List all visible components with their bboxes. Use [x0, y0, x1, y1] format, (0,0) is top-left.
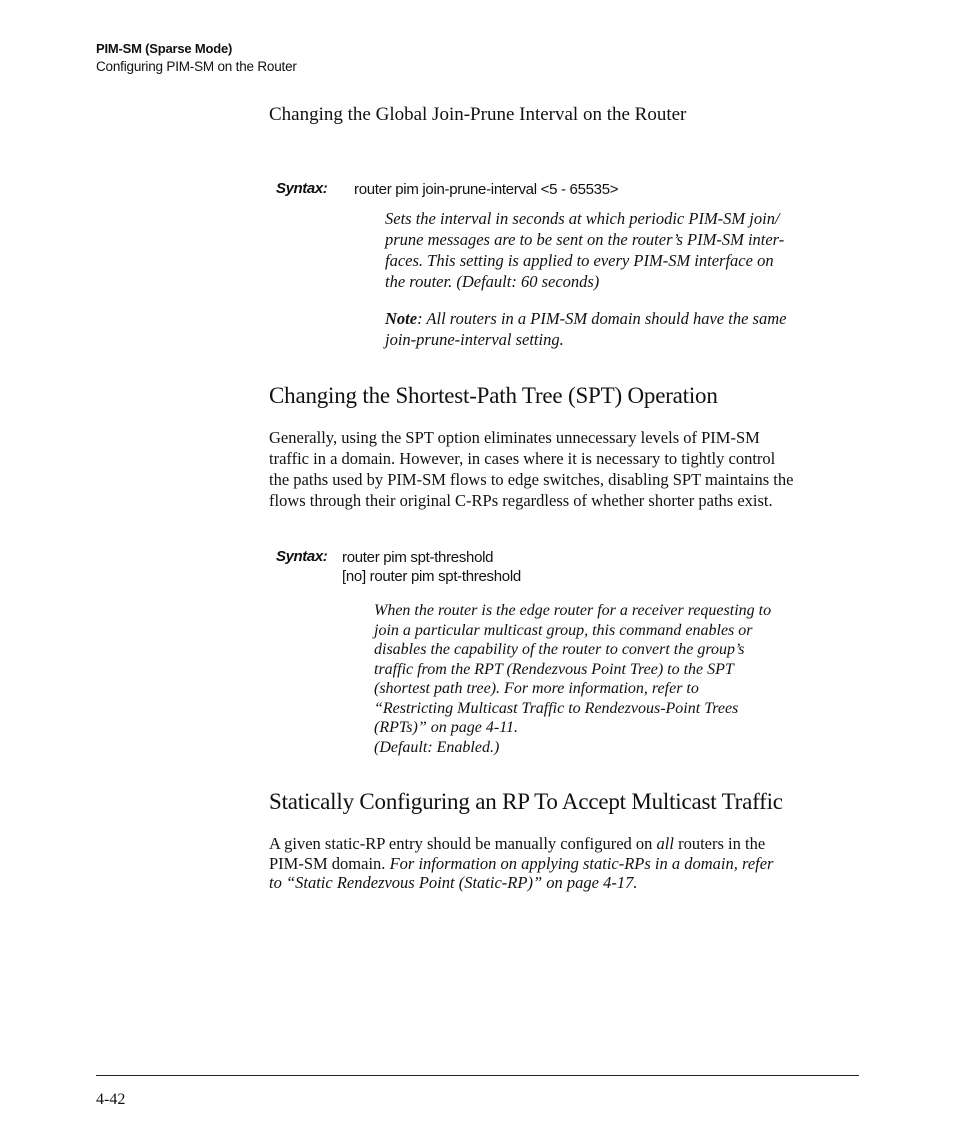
body-line: [269, 854, 869, 874]
command-spt: [342, 548, 521, 586]
description-line: disables the capability of the router to convert the group’s: [374, 641, 745, 658]
note-text: : All routers in a PIM-SM domain should have the same: [417, 309, 787, 328]
description-line: the router. (Default: 60 seconds): [385, 272, 600, 291]
description-line: (RPTs)” on page 4-11.: [374, 719, 518, 736]
note-line: join-prune-interval setting.: [385, 330, 564, 349]
body-line: the paths used by PIM-SM flows to edge switches, disabling SPT maintains the: [269, 470, 794, 489]
running-header-section: Configuring PIM-SM on the Router: [96, 59, 297, 74]
heading-static-rp: Statically Configuring an RP To Accept Multicast Traffic: [269, 789, 783, 814]
command-line: router pim spt-threshold: [342, 549, 494, 566]
description-join-prune: [385, 208, 865, 292]
description-line: When the router is the edge router for a receiver requesting to: [374, 602, 772, 619]
description-line: (Default: Enabled.): [374, 738, 500, 756]
body-spt: [269, 427, 869, 511]
body-static-rp: [269, 834, 869, 893]
page-number: 4-42: [96, 1091, 126, 1108]
footer-rule: [96, 1075, 859, 1076]
note-join-prune: [385, 308, 865, 350]
cross-reference-text: to “Static Rendezvous Point (Static-RP)” on page 4-17.: [269, 873, 638, 892]
description-line: (shortest path tree). For more information, refer to: [374, 680, 699, 697]
heading-join-prune-interval: Changing the Global Join-Prune Interval on the Router: [269, 104, 687, 125]
command-line: [no] router pim spt-threshold: [342, 568, 521, 585]
description-line: prune messages are to be sent on the router’s PIM-SM inter-: [385, 230, 785, 249]
body-text: A given static-RP entry should be manually configured on: [269, 834, 657, 853]
description-line: join a particular multicast group, this command enables or: [374, 621, 753, 639]
running-header-chapter: PIM-SM (Sparse Mode): [96, 41, 233, 56]
syntax-label-spt: Syntax:: [276, 548, 328, 565]
description-line: faces. This setting is applied to every PIM-SM interface on: [385, 251, 774, 270]
note-label: Note: [385, 309, 418, 328]
body-line: [269, 873, 869, 893]
note-line: [385, 308, 865, 329]
body-line: Generally, using the SPT option eliminates unnecessary levels of PIM-SM: [269, 428, 760, 447]
heading-spt-operation: Changing the Shortest-Path Tree (SPT) Operation: [269, 383, 718, 408]
cross-reference-text: For information on applying static-RPs in a domain, refer: [389, 853, 774, 873]
description-line: traffic from the RPT (Rendezvous Point Tree) to the SPT: [374, 660, 734, 678]
description-line: “Restricting Multicast Traffic to Rendezvous-Point Trees: [374, 699, 739, 717]
description-spt: [374, 601, 864, 757]
body-text: PIM-SM domain.: [269, 853, 390, 873]
body-line: flows through their original C-RPs regardless of whether shorter paths exist.: [269, 491, 773, 510]
description-line: Sets the interval in seconds at which periodic PIM-SM join/: [385, 209, 780, 228]
emphasis-all: all: [656, 834, 674, 853]
body-line: [269, 834, 869, 854]
syntax-label-join-prune: Syntax:: [276, 180, 328, 197]
body-line: traffic in a domain. However, in cases where it is necessary to tightly control: [269, 449, 776, 468]
command-join-prune-interval: router pim join-prune-interval <5 - 65535>: [354, 181, 619, 198]
body-text: routers in the: [673, 834, 766, 853]
